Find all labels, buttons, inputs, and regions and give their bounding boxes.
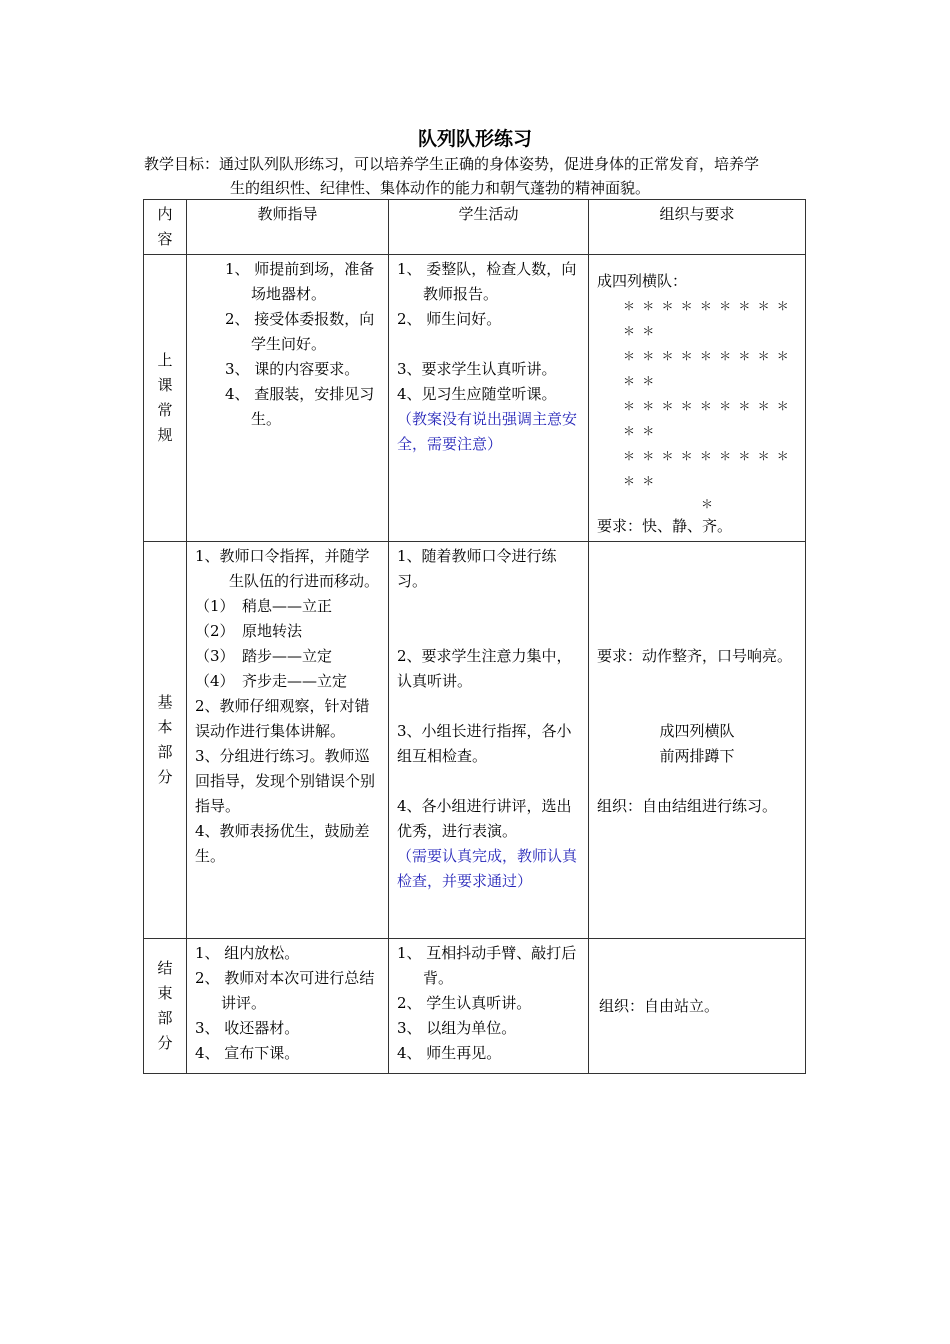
teaching-goal	[144, 152, 808, 200]
routine-student-cell	[389, 255, 589, 542]
group-instruction: 组织：自由结组进行练习。	[597, 797, 778, 815]
routine-requirement: 要求：快、静、齐。	[597, 517, 733, 535]
list-item: 3、要求学生认真听讲。	[397, 360, 557, 378]
spacer	[597, 694, 797, 719]
list-item: 2、 学生认真听讲。	[397, 994, 532, 1012]
sub-list-item: （4） 齐步走——立定	[195, 672, 348, 690]
list-item: 1、 组内放松。	[195, 944, 300, 962]
sub-list-item: （2） 原地转法	[195, 622, 303, 640]
spacer	[397, 619, 580, 644]
section-label-char: 束	[157, 984, 173, 1002]
list-item: 2、要求学生注意力集中，认真听讲。	[397, 647, 572, 690]
spacer	[397, 769, 580, 794]
formation-teacher-mark: ＊	[701, 497, 714, 511]
section-label-char: 分	[157, 1034, 173, 1052]
end-org-cell	[589, 939, 806, 1074]
formation-row: ＊ ＊ ＊ ＊ ＊ ＊ ＊ ＊ ＊ ＊ ＊	[623, 449, 789, 488]
list-item: 3、小组长进行指挥，各小组互相检查。	[397, 722, 572, 765]
formation-title: 成四列横队：	[597, 272, 688, 290]
list-item: 3、 收还器材。	[195, 1019, 300, 1037]
teaching-goal-line-1: 教学目标：通过队列队形练习，可以培养学生正确的身体姿势，促进身体的正常发育，培养学	[144, 155, 760, 173]
list-item: 1、 委整队，检查人数，向教师报告。	[397, 260, 577, 303]
end-teacher-cell	[187, 939, 389, 1074]
list-item: 3、 课的内容要求。	[225, 360, 360, 378]
list-item: 4、各小组进行讲评，选出优秀，进行表演。	[397, 797, 572, 840]
list-item: 1、随着教师口令进行练习。	[397, 547, 557, 590]
spacer	[597, 769, 797, 794]
lesson-plan-table	[143, 199, 806, 1074]
list-item: 3、分组进行练习。教师巡回指导，发现个别错误个别指导。	[195, 747, 376, 815]
formation-line-2: 前两排蹲下	[659, 747, 735, 765]
routine-org-cell	[589, 255, 806, 542]
section-main-label	[144, 542, 187, 939]
spacer	[397, 332, 580, 357]
list-item: 4、 查服装，安排见习生。	[225, 385, 375, 428]
spacer	[597, 594, 797, 619]
formation-diagram	[597, 294, 797, 514]
list-item: 2、 接受体委报数，向学生问好。	[225, 310, 375, 353]
main-requirement: 要求：动作整齐，口号响亮。	[597, 647, 793, 665]
end-student-cell	[389, 939, 589, 1074]
formation-line-1: 成四列横队	[659, 722, 735, 740]
teaching-goal-line-2: 生的组织性、纪律性、集体动作的能力和朝气蓬勃的精神面貌。	[230, 179, 651, 197]
section-label-char: 分	[157, 768, 173, 786]
routine-teacher-cell	[187, 255, 389, 542]
header-content	[144, 200, 187, 255]
end-organization: 组织：自由站立。	[599, 996, 720, 1015]
section-label-char: 常	[157, 401, 173, 419]
list-item: 4、 师生再见。	[397, 1044, 502, 1062]
formation-row: ＊ ＊ ＊ ＊ ＊ ＊ ＊ ＊ ＊ ＊ ＊	[623, 399, 789, 438]
section-main-row	[144, 542, 806, 939]
list-item: 1、 师提前到场，准备场地器材。	[225, 260, 375, 303]
list-item: 1、教师口令指挥，并随学生队伍的行进而移动。	[195, 547, 380, 590]
header-org: 组织与要求	[589, 200, 806, 255]
spacer	[397, 594, 580, 619]
list-item: 2、 教师对本次可进行总结讲评。	[195, 969, 375, 1012]
sub-list-item: （1） 稍息——立正	[195, 597, 333, 615]
sub-list-item: （3） 踏步——立定	[195, 647, 333, 665]
list-item: 4、教师表扬优生，鼓励差生。	[195, 822, 370, 865]
section-label-char: 部	[157, 1009, 173, 1027]
section-routine-label	[144, 255, 187, 542]
page-title: 队列队形练习	[417, 128, 532, 150]
review-note: （教案没有说出强调主意安全，需要注意）	[397, 410, 578, 453]
main-teacher-cell	[187, 542, 389, 939]
list-item: 2、 师生问好。	[397, 310, 502, 328]
section-label-char: 基	[157, 693, 173, 711]
section-label-char: 结	[157, 959, 173, 977]
spacer	[597, 544, 797, 569]
spacer	[397, 694, 580, 719]
section-label-char: 规	[157, 426, 173, 444]
formation-row: ＊ ＊ ＊ ＊ ＊ ＊ ＊ ＊ ＊ ＊ ＊	[623, 349, 789, 388]
review-note: （需要认真完成，教师认真检查，并要求通过）	[397, 847, 578, 890]
list-item: 1、 互相抖动手臂、敲打后背。	[397, 944, 577, 987]
section-end-row	[144, 939, 806, 1074]
list-item: 3、 以组为单位。	[397, 1019, 517, 1037]
section-routine-row	[144, 255, 806, 542]
list-item: 2、教师仔细观察，针对错误动作进行集体讲解。	[195, 697, 370, 740]
spacer	[597, 619, 797, 644]
header-teacher: 教师指导	[187, 200, 389, 255]
section-label-char: 本	[157, 718, 173, 736]
section-label-char: 部	[157, 743, 173, 761]
header-content-char-2: 容	[157, 230, 173, 248]
spacer	[597, 669, 797, 694]
formation-row: ＊ ＊ ＊ ＊ ＊ ＊ ＊ ＊ ＊ ＊ ＊	[623, 299, 789, 338]
header-student: 学生活动	[389, 200, 589, 255]
header-row	[144, 200, 806, 255]
header-content-char-1: 内	[157, 205, 173, 223]
main-student-cell	[389, 542, 589, 939]
section-end-label	[144, 939, 187, 1074]
list-item: 4、 宣布下课。	[195, 1044, 300, 1062]
main-org-cell	[589, 542, 806, 939]
list-item: 4、见习生应随堂听课。	[397, 385, 557, 403]
section-label-char: 上	[157, 351, 173, 369]
spacer	[597, 569, 797, 594]
section-label-char: 课	[157, 376, 173, 394]
